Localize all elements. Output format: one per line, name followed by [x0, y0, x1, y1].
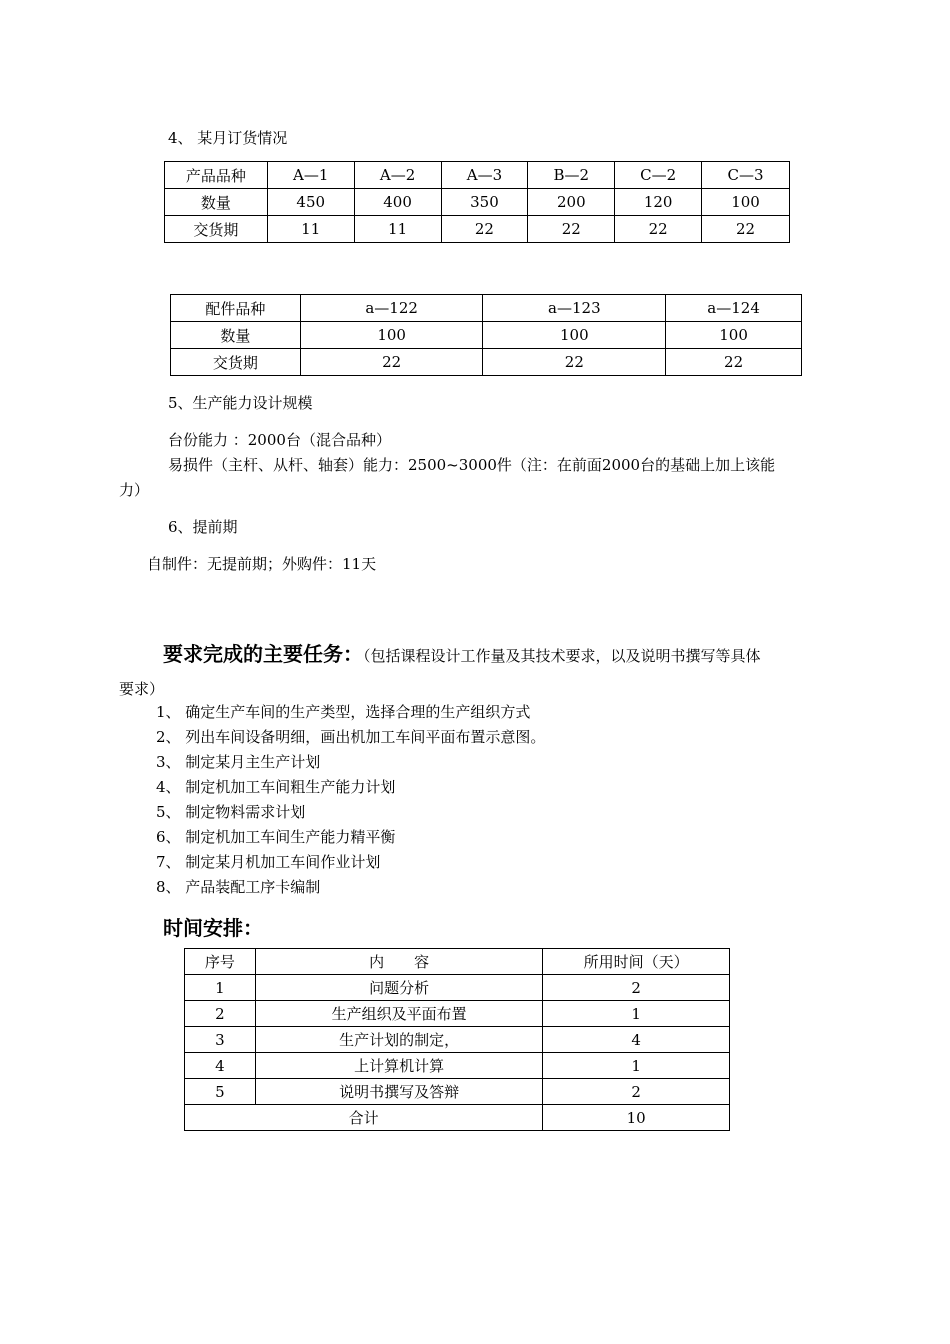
table-cell: 3: [185, 1027, 256, 1053]
total-label: 合计: [185, 1105, 543, 1131]
table-cell: C—3: [702, 162, 790, 189]
parts-table: [170, 294, 802, 376]
table-cell: 350: [441, 189, 528, 216]
table-cell: 1: [185, 975, 256, 1001]
table-cell: 所用时间（天）: [543, 949, 730, 975]
table-row: [185, 1001, 730, 1027]
table-cell: 4: [543, 1027, 730, 1053]
table-row: [165, 162, 790, 189]
table-cell: a—123: [483, 295, 666, 322]
table-cell: 11: [354, 216, 441, 243]
section6-heading: 6、提前期: [168, 518, 238, 536]
table-cell: 说明书撰写及答辩: [255, 1079, 542, 1105]
section5-heading: 5、生产能力设计规模: [168, 394, 313, 412]
table-cell: 22: [528, 216, 615, 243]
table-cell: A—3: [441, 162, 528, 189]
table-cell: 120: [615, 189, 702, 216]
table-cell: 4: [185, 1053, 256, 1079]
table-cell: 400: [354, 189, 441, 216]
schedule-table: [184, 948, 730, 1131]
table-cell: B—2: [528, 162, 615, 189]
wear-parts-line-cont: 力）: [119, 481, 150, 499]
table-cell: a—124: [666, 295, 802, 322]
table-cell: 11: [267, 216, 354, 243]
tasks-heading-note: （包括课程设计工作量及其技术要求，以及说明书撰写等具体: [363, 647, 761, 665]
list-item: 5、 制定物料需求计划: [156, 803, 306, 821]
table-cell: 配件品种: [171, 295, 301, 322]
table-cell: A—1: [267, 162, 354, 189]
schedule-heading: 时间安排：: [163, 916, 263, 940]
table-cell: 22: [300, 349, 483, 376]
wear-parts-line: 易损件（主杆、从杆、轴套）能力：2500~3000件（注：在前面2000台的基础上加上该能: [168, 456, 776, 474]
table-cell: 100: [666, 322, 802, 349]
table-row: [165, 189, 790, 216]
list-item: 6、 制定机加工车间生产能力精平衡: [156, 828, 396, 846]
list-item: 4、 制定机加工车间粗生产能力计划: [156, 778, 396, 796]
table-cell: 2: [543, 975, 730, 1001]
table-cell: 22: [702, 216, 790, 243]
tasks-heading: 要求完成的主要任务：: [163, 642, 363, 666]
tasks-heading-row: [163, 638, 761, 667]
table-cell: 数量: [165, 189, 268, 216]
table-cell: 交货期: [171, 349, 301, 376]
table-row: [165, 216, 790, 243]
task-list: [156, 700, 545, 900]
table-row: [171, 322, 802, 349]
list-item: 2、 列出车间设备明细，画出机加工车间平面布置示意图。: [156, 728, 546, 746]
table-cell: 2: [185, 1001, 256, 1027]
table-row: [185, 949, 730, 975]
tasks-heading-note-cont: 要求）: [119, 680, 165, 698]
table-row: [185, 975, 730, 1001]
capacity-line: 台份能力 ：2000台（混合品种）: [168, 431, 391, 449]
table-cell: 100: [483, 322, 666, 349]
table-cell: 100: [300, 322, 483, 349]
section4-heading: 4、 某月订货情况: [168, 129, 288, 147]
table-cell: 上计算机计算: [255, 1053, 542, 1079]
table-cell: 100: [702, 189, 790, 216]
table-cell: 生产组织及平面布置: [255, 1001, 542, 1027]
table-cell: A—2: [354, 162, 441, 189]
table-row: [185, 1079, 730, 1105]
table-cell: C—2: [615, 162, 702, 189]
table-cell: 产品品种: [165, 162, 268, 189]
table-cell: 内 容: [255, 949, 542, 975]
table-cell: a—122: [300, 295, 483, 322]
table-cell: 1: [543, 1001, 730, 1027]
list-item: 1、 确定生产车间的生产类型，选择合理的生产组织方式: [156, 703, 531, 721]
table-cell: 2: [543, 1079, 730, 1105]
table-cell: 22: [441, 216, 528, 243]
table-cell: 5: [185, 1079, 256, 1105]
table-cell: 序号: [185, 949, 256, 975]
table-row: [171, 295, 802, 322]
table-row: [185, 1105, 730, 1131]
table-cell: 22: [666, 349, 802, 376]
list-item: 3、 制定某月主生产计划: [156, 753, 321, 771]
table-cell: 200: [528, 189, 615, 216]
table-cell: 交货期: [165, 216, 268, 243]
table-cell: 22: [615, 216, 702, 243]
table-cell: 22: [483, 349, 666, 376]
total-value: 10: [543, 1105, 730, 1131]
list-item: 8、 产品装配工序卡编制: [156, 878, 321, 896]
table-row: [171, 349, 802, 376]
table-cell: 1: [543, 1053, 730, 1079]
table-cell: 生产计划的制定，: [255, 1027, 542, 1053]
lead-time-line: 自制件：无提前期；外购件：11天: [147, 555, 377, 573]
list-item: 7、 制定某月机加工车间作业计划: [156, 853, 381, 871]
table-row: [185, 1053, 730, 1079]
table-cell: 数量: [171, 322, 301, 349]
table-cell: 问题分析: [255, 975, 542, 1001]
orders-table: [164, 161, 790, 243]
table-row: [185, 1027, 730, 1053]
table-cell: 450: [267, 189, 354, 216]
